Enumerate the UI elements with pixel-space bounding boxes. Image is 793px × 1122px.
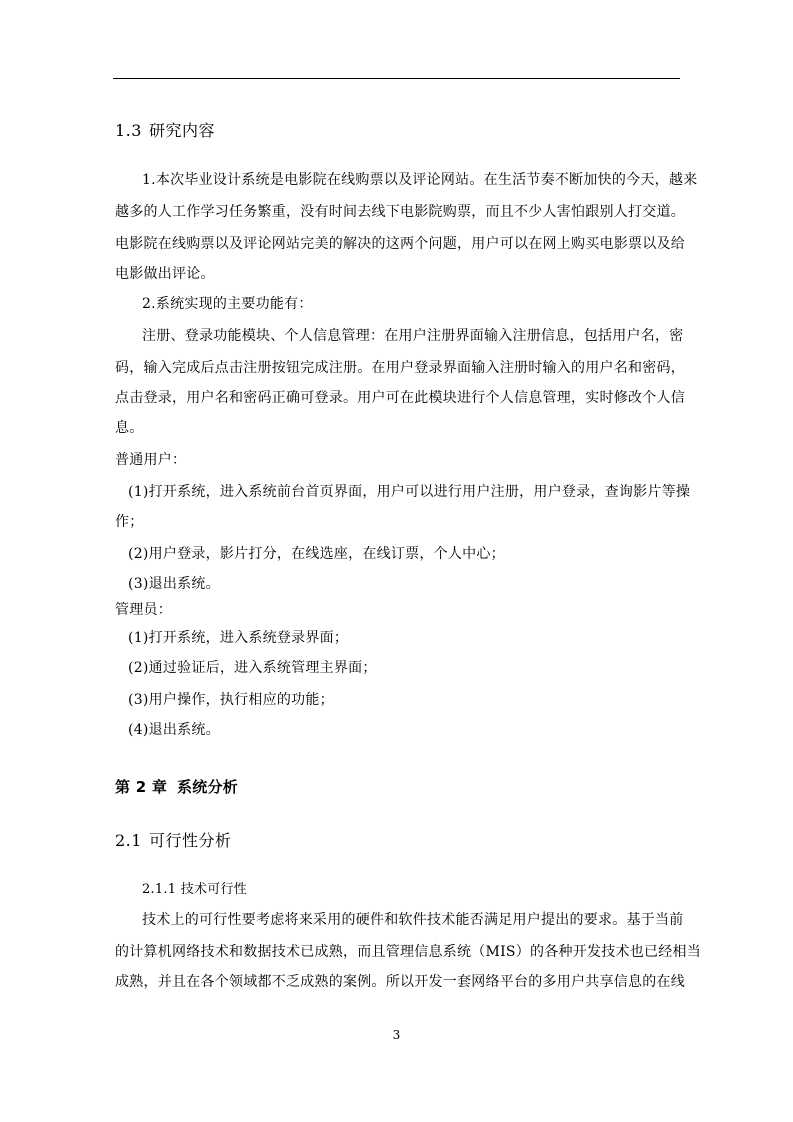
- tech-paragraph-line: 成熟，并且在各个领域都不乏成熟的案例。所以开发一套网络平台的多用户共享信息的在线: [115, 974, 685, 990]
- user-item: (1)打开系统，进入系统前台首页界面，用户可以进行用户注册，用户登录，查询影片等操: [128, 484, 691, 500]
- intro-line: 越多的人工作学习任务繁重，没有时间去线下电影院购票，而且不少人害怕跟别人打交道。: [115, 204, 685, 220]
- chapter-heading: [115, 776, 683, 798]
- tech-paragraph-line: 技术上的可行性要考虑将来采用的硬件和软件技术能否满足用户提出的要求。基于当前: [142, 912, 684, 928]
- functions-desc-line: 注册、登录功能模块、个人信息管理：在用户注册界面输入注册信息，包括用户名，密: [142, 328, 684, 344]
- chapter-title: 系统分析: [177, 778, 239, 796]
- intro-line: 电影做出评论。: [115, 266, 215, 282]
- intro-line: 电影院在线购票以及评论网站完美的解决的这两个问题，用户可以在网上购买电影票以及给: [115, 236, 685, 252]
- user-item: (3)退出系统。: [128, 576, 220, 592]
- admin-item: (2)通过验证后，进入系统管理主界面；: [128, 660, 377, 676]
- admin-role-label: 管理员：: [115, 602, 172, 618]
- header-rule: [113, 78, 680, 79]
- admin-item: (1)打开系统，进入系统登录界面；: [128, 630, 349, 646]
- user-role-label: 普通用户：: [115, 452, 187, 468]
- functions-desc-line: 点击登录，用户名和密码正确可登录。用户可在此模块进行个人信息管理，实时修改个人信: [115, 390, 685, 406]
- page-number: 3: [392, 1028, 401, 1042]
- section-number: 1.3: [115, 121, 142, 140]
- section-heading-1-3: [115, 120, 683, 142]
- section-heading-2-1: [115, 830, 683, 852]
- functions-desc-line: 息。: [115, 420, 144, 436]
- user-item: 作；: [115, 514, 144, 530]
- functions-desc-line: 码，输入完成后点击注册按钮完成注册。在用户登录界面输入注册时输入的用户名和密码，: [115, 360, 685, 376]
- tech-paragraph-line: 的计算机网络技术和数据技术已成熟，而且管理信息系统（MIS）的各种开发技术也已经相当: [115, 944, 701, 960]
- chapter-number: 第 2 章: [115, 778, 168, 796]
- user-item: (2)用户登录，影片打分，在线选座，在线订票，个人中心；: [128, 546, 505, 562]
- functions-title: 2.系统实现的主要功能有：: [142, 296, 313, 312]
- section-title: 可行性分析: [149, 831, 232, 850]
- admin-item: (3)用户操作，执行相应的功能；: [128, 692, 334, 708]
- intro-line: 1.本次毕业设计系统是电影院在线购票以及评论网站。在生活节奏不断加快的今天，越来: [142, 172, 698, 188]
- subsection-heading: 2.1.1 技术可行性: [142, 882, 247, 897]
- admin-item: (4)退出系统。: [128, 722, 220, 738]
- section-title: 研究内容: [149, 121, 216, 140]
- section-number: 2.1: [115, 831, 142, 850]
